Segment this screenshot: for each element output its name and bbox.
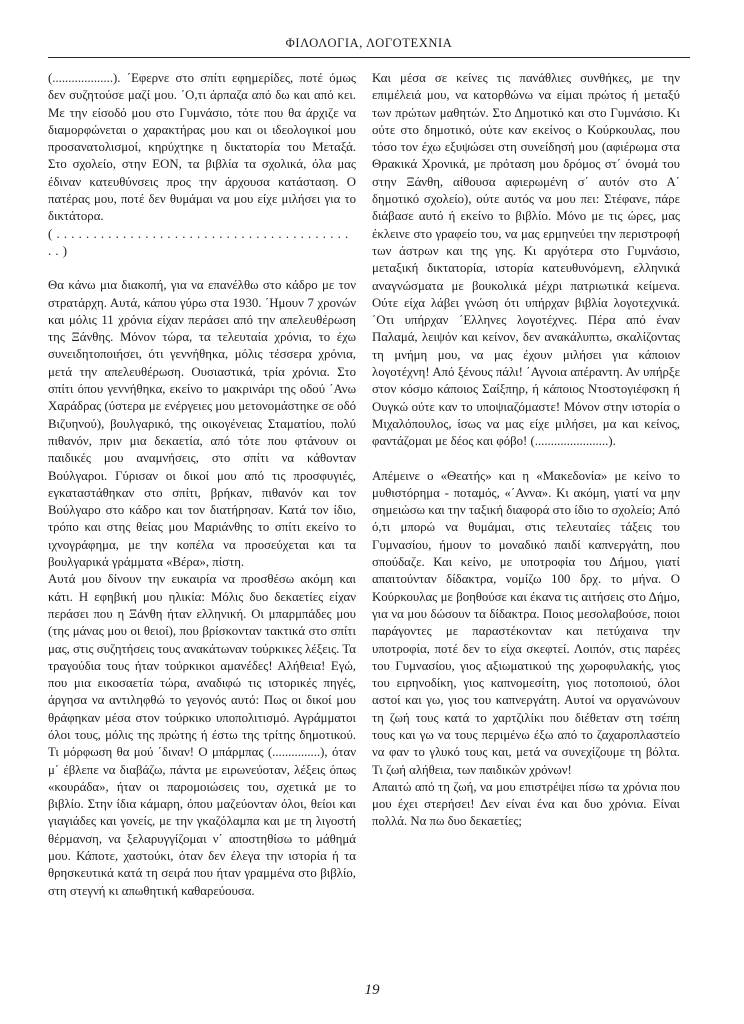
page-number: 19 <box>364 982 380 998</box>
paragraph: (...................). ΄Εφερνε στο σπίτι εφημερίδες, ποτέ όμως δεν συζητούσε μαζί μου. ΄Ο,τι άρπαζα από δω και από κει. Με την είσοδό μου στο Γυμνάσιο, τότε που θα άρχιζε να διαμορφώνεται ο χαρακτήρας μου και οι ιδεολογικοί μου προσανατολισμοί, κηρύχτηκε η δικτατορία του Μεταξά. Στο σχολείο, στην ΕΟΝ, τα βιβλία τα σχολικά, όλα μας έδιναν κατευθύνσεις προς την άρχουσα κατάσταση. Ο πατέρας μου, ποτέ δεν θυμάμαι να μου είχε μιλήσει για το δικτάτορα. <box>48 71 356 224</box>
omission-marker: ( . . . . . . . . . . . . . . . . . . . . . . . . . . . . . . . . . . . . . . . . . . ) <box>48 226 349 258</box>
header-rule <box>48 57 690 58</box>
paragraph: Θα κάνω μια διακοπή, για να επανέλθω στο κάδρο με τον στρατάρχη. Αυτά, κάπου γύρω στα 1930. ΄Ημουν 7 χρονών και μόλις 11 χρόνια είχαν περάσει από την απελευθέρωση της Ξάνθης. Μόνον τώρα, τα τελευταία χρόνια, το έχω συνειδητοποιήσει, ότι γεννήθηκα, μόλις τέσσερα χρόνια, μετά την απελευθέρωση. Ουσιαστικά, τρία χρόνια. Στο σπίτι όπου γεννήθηκα, εκείνο το μακρινάρι της οδού ΄Ανω Χαράδρας (ύστερα με ενέργειες μου μετονομάστηκε σε οδό Βιζυηνού), βουλγαρικό, της οικογένειας Σταματίου, πολύ πιθανόν, πριν μια δεκαετία, από τότε που φτάνουν οι παιδικές μου αναμνήσεις, στο σπίτι να κάθονταν Βούλγαροι. Γύρισαν οι δικοί μου από τις προσφυγιές, εγκαταστάθηκαν στο σπίτι, βρήκαν, πιθανόν και τον Βούλγαρο στο κάδρο και τον διατήρησαν. Κατά τον ίδιο, τρόπο και στης θείας μου Μαριάνθης το σπίτι εκείνο το ιχνογράφημα, με την κοπέλα να προσεύχεται και τα βουλγαρικά γράμματα «Βέρα», πίστη. <box>48 278 356 570</box>
paragraph: Και μέσα σε κείνες τις πανάθλιες συνθήκες, με την επιμέλειά μου, να κατορθώνω να είμαι πρώτος ή μεταξύ των πρώτων μαθητών. Στο Δημοτικό και στο Γυμνάσιο. Κι ούτε στο δημοτικό, ούτε καν εκείνος ο Κούρκουλας, που τόσο τον έχω εξυψώσει στη συνείδησή μου (αφιέρωμα στα Θρακικά Χρονικά, με πρόταση μου δρόμος στ΄ όνομά του στην Ξάνθη, αίθουσα αφιερωμένη σ΄ αυτόν στο Α΄ δημοτικό σχολείο), ούτε αυτός να μου πει: Στέφανε, πάρε διάβασε αυτό ή εκείνο το βιβλίο. Μόνο με τις ώρες, μας έκλεινε στο γραφείο του, να μας ερμηνεύει την περιστροφή των άστρων και της γης. Κι αργότερα στο Γυμνάσιο, μεταξική δικτατορία, ιστορία κατευθυνόμενη, ελληνικά αναγνώσματα με βουκολικά μέχρι πατριωτικά κείμενα. Ούτε είχα λάβει γνώση ότι υπήρχαν βιβλία λογοτεχνικά. ΄Οτι υπήρχαν ΄Ελληνες λογοτέχνες. Πέρα από έναν Παλαμά, λειψόν και κείνον, δεν ανακάλυπτω, σκαλίζοντας τη μνήμη μου, να μας έχουν μιλήσει για κάποιον λογοτέχνη! Από ξένους πάλι! ΄Αγνοια απέραντη. Αν υπήρξε στον κόσμο κάποιος Σαίξπηρ, ή κάποιος Ντοστογιέφσκη ή Ουγκώ ούτε καν το υποψιαζόμαστε! Μόνον στην ιστορία ο Μιχαλόπουλος, ίσως να μας είχε μιλήσει, μα και κείνος, φαντάζομαι με δέος και φόβο! (.......................). <box>372 71 680 449</box>
paragraph-gap <box>48 260 356 277</box>
paragraph: Αυτά μου δίνουν την ευκαιρία να προσθέσω ακόμη και κάτι. Η εφηβική μου ηλικία: Μόλις δυο δεκαετίες είχαν περάσει που η Ξάνθη ήταν ελληνική. Οι μπαρμπάδες μου (της μάνας μου οι θειοί), που βρίσκονταν τακτικά στο σπίτι μας, στις συζητήσεις τους ανακάτωναν τούρκικες λέξεις. Τα τραγούδια τους ήταν τούρκικοι αμανέδες! Αλήθεια! Εγώ, που μια εικοσαετία τώρα, αναδιφώ τις ιστορικές πηγές, άργησα να αντιληφθώ το γεγονός αυτό: Πως οι δικοί μου θράφηκαν μέσα στον τούρκικο υποπολιτισμό. Αγράμματοι όλοι τους, μόλις της πρώτης ή έστω της τρίτης δημοτικού. Τι μόρφωση θα μού ΄διναν! Ο μπάρμπας (...............), όταν μ΄ έβλεπε να διαβάζω, πάντα με ειρωνεύοταν, λέξεις όπως «κουράδα», ήταν οι παρομοιώσεις του, σχετικά με το βιβλίο. Στην ίδια κάμαρη, όπου μαζεύονταν όλοι, θείοι και γιαγιάδες και γονείς, με την γκαζόλαμπα και με τη λιγοστή θέρμανση, να ξελαρυγγίζομαι ν΄ αποστηθίσω το μάθημά μου. Κάποτε, χαστούκι, όταν δεν έλεγα την ιστορία ή τα θρησκευτικά κατά τη σειρά που ήταν γραμμένα στο βιβλίο, στη στεγνή κι απωθητική καθαρεύουσα. <box>48 572 356 898</box>
paragraph: Απαιτώ από τη ζωή, να μου επιστρέψει πίσω τα χρόνια που μου έχει στερήσει! Δεν είναι ένα και δυο χρόνια. Είναι πολλά. Να πω δυο δεκαετίες; <box>372 779 680 829</box>
running-title: ΦΙΛΟΛΟΓΙΑ, ΛΟΓΟΤΕΧΝΙΑ <box>285 36 453 50</box>
left-column <box>48 70 356 900</box>
right-column <box>372 70 680 831</box>
paragraph: Απέμεινε ο «Θεατής» και η «Μακεδονία» με κείνο το μυθιστόρημα - ποταμός, «΄Αννα». Κι ακόμη, γιατί να μην σημειώσω και την ταξική διαφορά στο ίδιο το σχολείο; Από ό,τι μπορώ να θυμάμαι, στις τελευταίες τάξεις του Γυμνασίου, ήμουν το μοναδικό παιδί καπνεργάτη, που σπούδαζε. Και κείνο, με υποτροφία του Δήμου, γιατί απαιτούνταν δίδακτρα, νομίζω 100 δρχ. το μήνα. Ο Κούρκουλας με βοηθούσε και έκανα τις αιτήσεις στο Δήμο, για να μου δώσουν τα δίδακτρα. Ποιος μεσολαβούσε, ποιοι παράγοντες με παραστέκονταν και πετύχαινα την υποτροφία, ποτέ δεν το είχα σκεφτεί. Λοιπόν, στις παρέες του Γυμνασίου, γιος αξιωματικού της χωροφυλακής, γιος του ειρηνοδίκη, γιος καπνομεσίτη, γιος ποτοποιού, όλοι αστοί και γω, γιος του καπνεργάτη. Αυτοί να οργανώνουν τη ζωή τους κατά το χαρτζιλίκι που διέθεταν στη τσέπη τους και γω να τους περιμένω έξω από το ζαχαροπλαστείο να φαν το γλυκό τους και, μετά να συνεχίζουμε τη βόλτα. Τι ζωή αλήθεια, των παιδικών χρόνων! <box>372 468 680 777</box>
paragraph-gap <box>372 451 680 468</box>
